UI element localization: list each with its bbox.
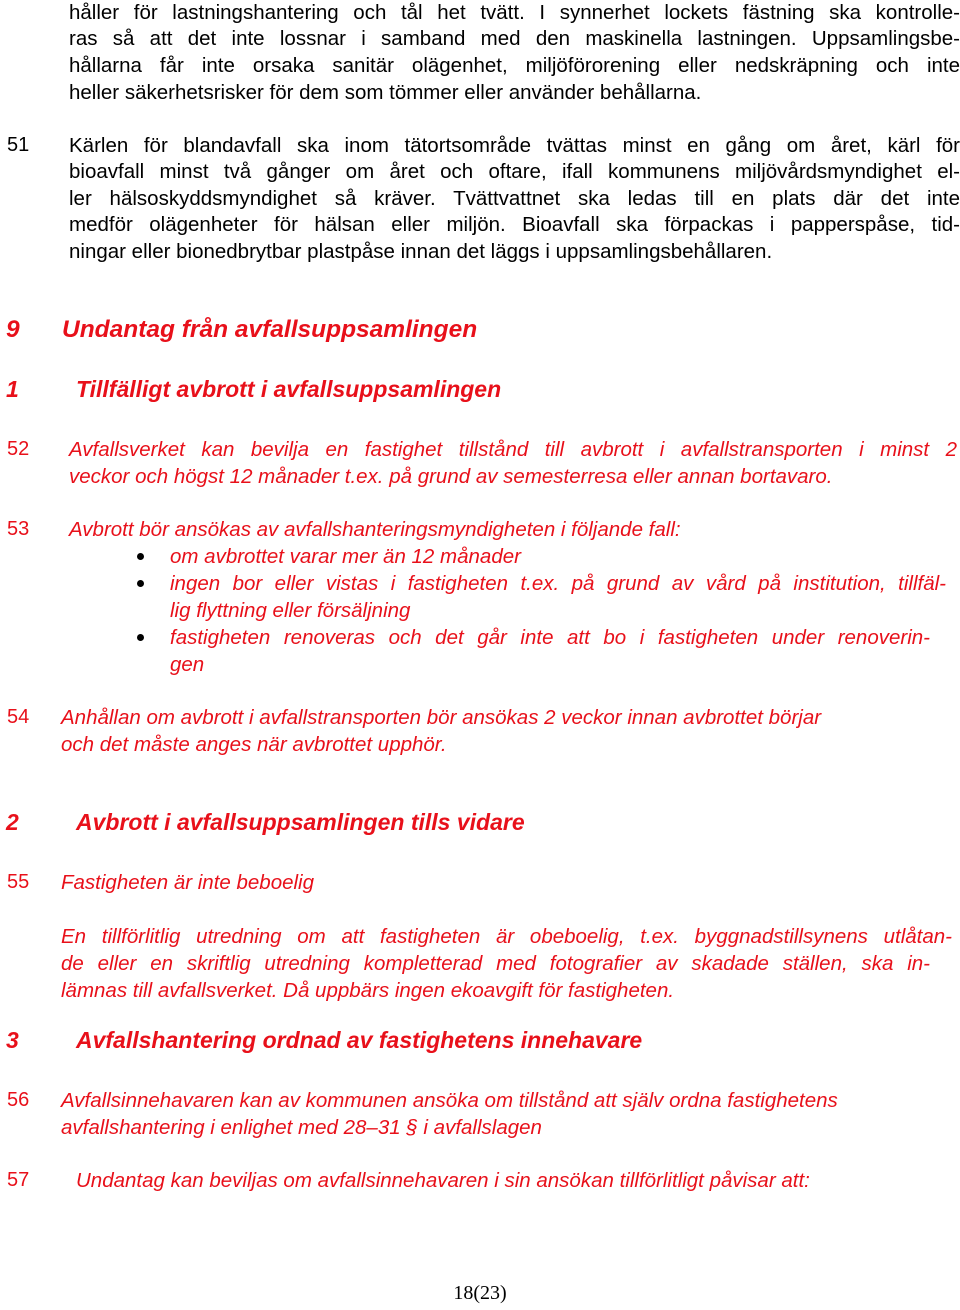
p51-line-1: Kärlen för blandavfall ska inom tätortsområde tvättas minst en gång om året, kärl för	[69, 134, 960, 157]
intro-line-2: ras så att det inte lossnar i samband med den maskinella lastningen. Uppsamlingsbe-	[69, 27, 960, 50]
p52-line-2: veckor och högst 12 månader t.ex. på grund av semesterresa eller annan bortavaro.	[69, 465, 833, 488]
p51-line-4: medför olägenheter för hälsan eller miljön. Bioavfall ska förpackas i papperspåse, tid-	[69, 213, 960, 236]
p56-line-2: avfallshantering i enlighet med 28–31 § i avfallslagen	[61, 1116, 542, 1139]
p53-bullet-3-line-2: gen	[170, 653, 205, 676]
subsection-1-number: 1	[6, 376, 19, 402]
subsection-2-title: Avbrott i avfallsuppsamlingen tills vidare	[76, 809, 525, 835]
p51-line-5: ningar eller bionedbrytbar plastpåse innan det läggs i uppsamlingsbehållaren.	[69, 240, 773, 263]
paragraph-number-51: 51	[7, 134, 30, 156]
paragraph-number-57: 57	[7, 1169, 30, 1191]
section-9-title: Undantag från avfallsuppsamlingen	[62, 316, 478, 343]
subsection-1-title: Tillfälligt avbrott i avfallsuppsamlingen	[76, 376, 502, 402]
subsection-3-title: Avfallshantering ordnad av fastighetens innehavare	[76, 1027, 643, 1053]
intro-line-1: håller för lastningshantering och tål het tvätt. I synnerhet lockets fästning ska kontrolle-	[69, 1, 960, 24]
p52-line-1: Avfallsverket kan bevilja en fastighet tillstånd till avbrott i avfallstransporten i minst 2	[69, 438, 957, 461]
paragraph-number-52: 52	[7, 438, 30, 460]
paragraph-number-56: 56	[7, 1089, 30, 1111]
p54-line-1: Anhållan om avbrott i avfallstransporten bör ansökas 2 veckor innan avbrottet börjar	[61, 706, 822, 729]
p57-text: Undantag kan beviljas om avfallsinnehavaren i sin ansökan tillförlitligt påvisar att:	[76, 1169, 810, 1192]
p53-bullet-2-line-1: ingen bor eller vistas i fastigheten t.ex. på grund av vård på institution, tillfäl-	[170, 572, 946, 595]
bullet-icon	[137, 580, 144, 587]
p51-line-2: bioavfall minst två gånger om året och oftare, ifall kommunens miljövårdsmyndighet el-	[69, 160, 960, 183]
intro-line-4: heller säkerhetsrisker för dem som tömmer eller använder behållarna.	[69, 81, 702, 104]
section-9-number: 9	[6, 316, 20, 343]
p55-line-1: En tillförlitlig utredning om att fastigheten är obeboelig, t.ex. byggnadstillsynens utlåtan-	[61, 925, 952, 948]
p55-line-3: lämnas till avfallsverket. Då uppbärs ingen ekoavgift för fastigheten.	[61, 979, 675, 1002]
subsection-2-number: 2	[6, 809, 19, 835]
intro-line-3: hållarna får inte orsaka sanitär olägenhet, miljöförorening eller nedskräpning och inte	[69, 54, 960, 77]
p55-line-2: de eller en skriftlig utredning kompletterad med fotografier av skadade ställen, ska in-	[61, 952, 930, 975]
p51-line-3: ler hälsoskyddsmyndighet så kräver. Tvättvattnet ska ledas till en plats där det inte	[69, 187, 960, 210]
p53-intro: Avbrott bör ansökas av avfallshanteringsmyndigheten i följande fall:	[69, 518, 681, 541]
paragraph-number-55: 55	[7, 871, 30, 893]
p53-bullet-3-line-1: fastigheten renoveras och det går inte att bo i fastigheten under renoverin-	[170, 626, 930, 649]
p56-line-1: Avfallsinnehavaren kan av kommunen ansöka om tillstånd att själv ordna fastighetens	[61, 1089, 838, 1112]
bullet-icon	[137, 553, 144, 560]
p53-bullet-1: om avbrottet varar mer än 12 månader	[170, 545, 521, 568]
page-number: 18(23)	[453, 1282, 507, 1304]
paragraph-number-53: 53	[7, 518, 30, 540]
paragraph-number-54: 54	[7, 706, 30, 728]
p53-bullet-2-line-2: lig flyttning eller försäljning	[170, 599, 411, 622]
p54-line-2: och det måste anges när avbrottet upphör.	[61, 733, 447, 756]
bullet-icon	[137, 634, 144, 641]
subsection-3-number: 3	[6, 1027, 19, 1053]
p55-heading: Fastigheten är inte beboelig	[61, 871, 315, 894]
